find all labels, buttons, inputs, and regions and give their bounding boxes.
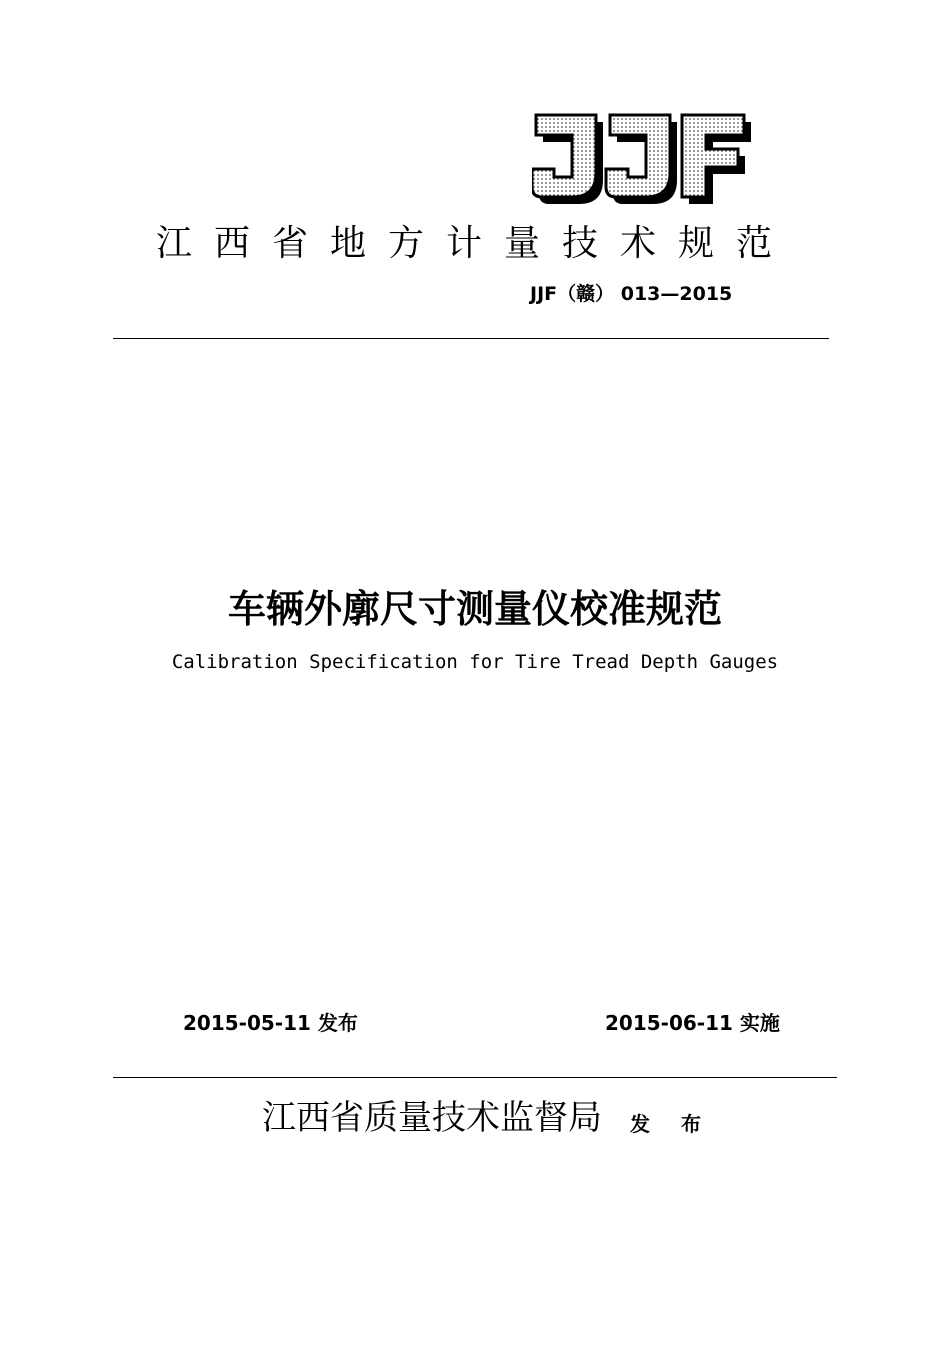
main-title-chinese: 车辆外廓尺寸测量仪校准规范 — [227, 587, 722, 631]
jjf-logo — [532, 113, 754, 209]
document-number: JJF（赣） 013—2015 — [530, 283, 733, 305]
issuing-authority: 江西省质量技术监督局 — [262, 1098, 602, 1138]
bottom-divider — [113, 1077, 837, 1078]
series-title: 江西省地方计量技术规范 — [155, 223, 794, 264]
implementation-date: 2015-06-11 实施 — [605, 1011, 780, 1035]
main-title-english: Calibration Specification for Tire Tread Depth Gauges — [171, 651, 779, 673]
top-divider — [113, 338, 829, 339]
issue-date: 2015-05-11 发布 — [183, 1011, 358, 1035]
issuing-authority-suffix: 发 布 — [630, 1112, 713, 1136]
